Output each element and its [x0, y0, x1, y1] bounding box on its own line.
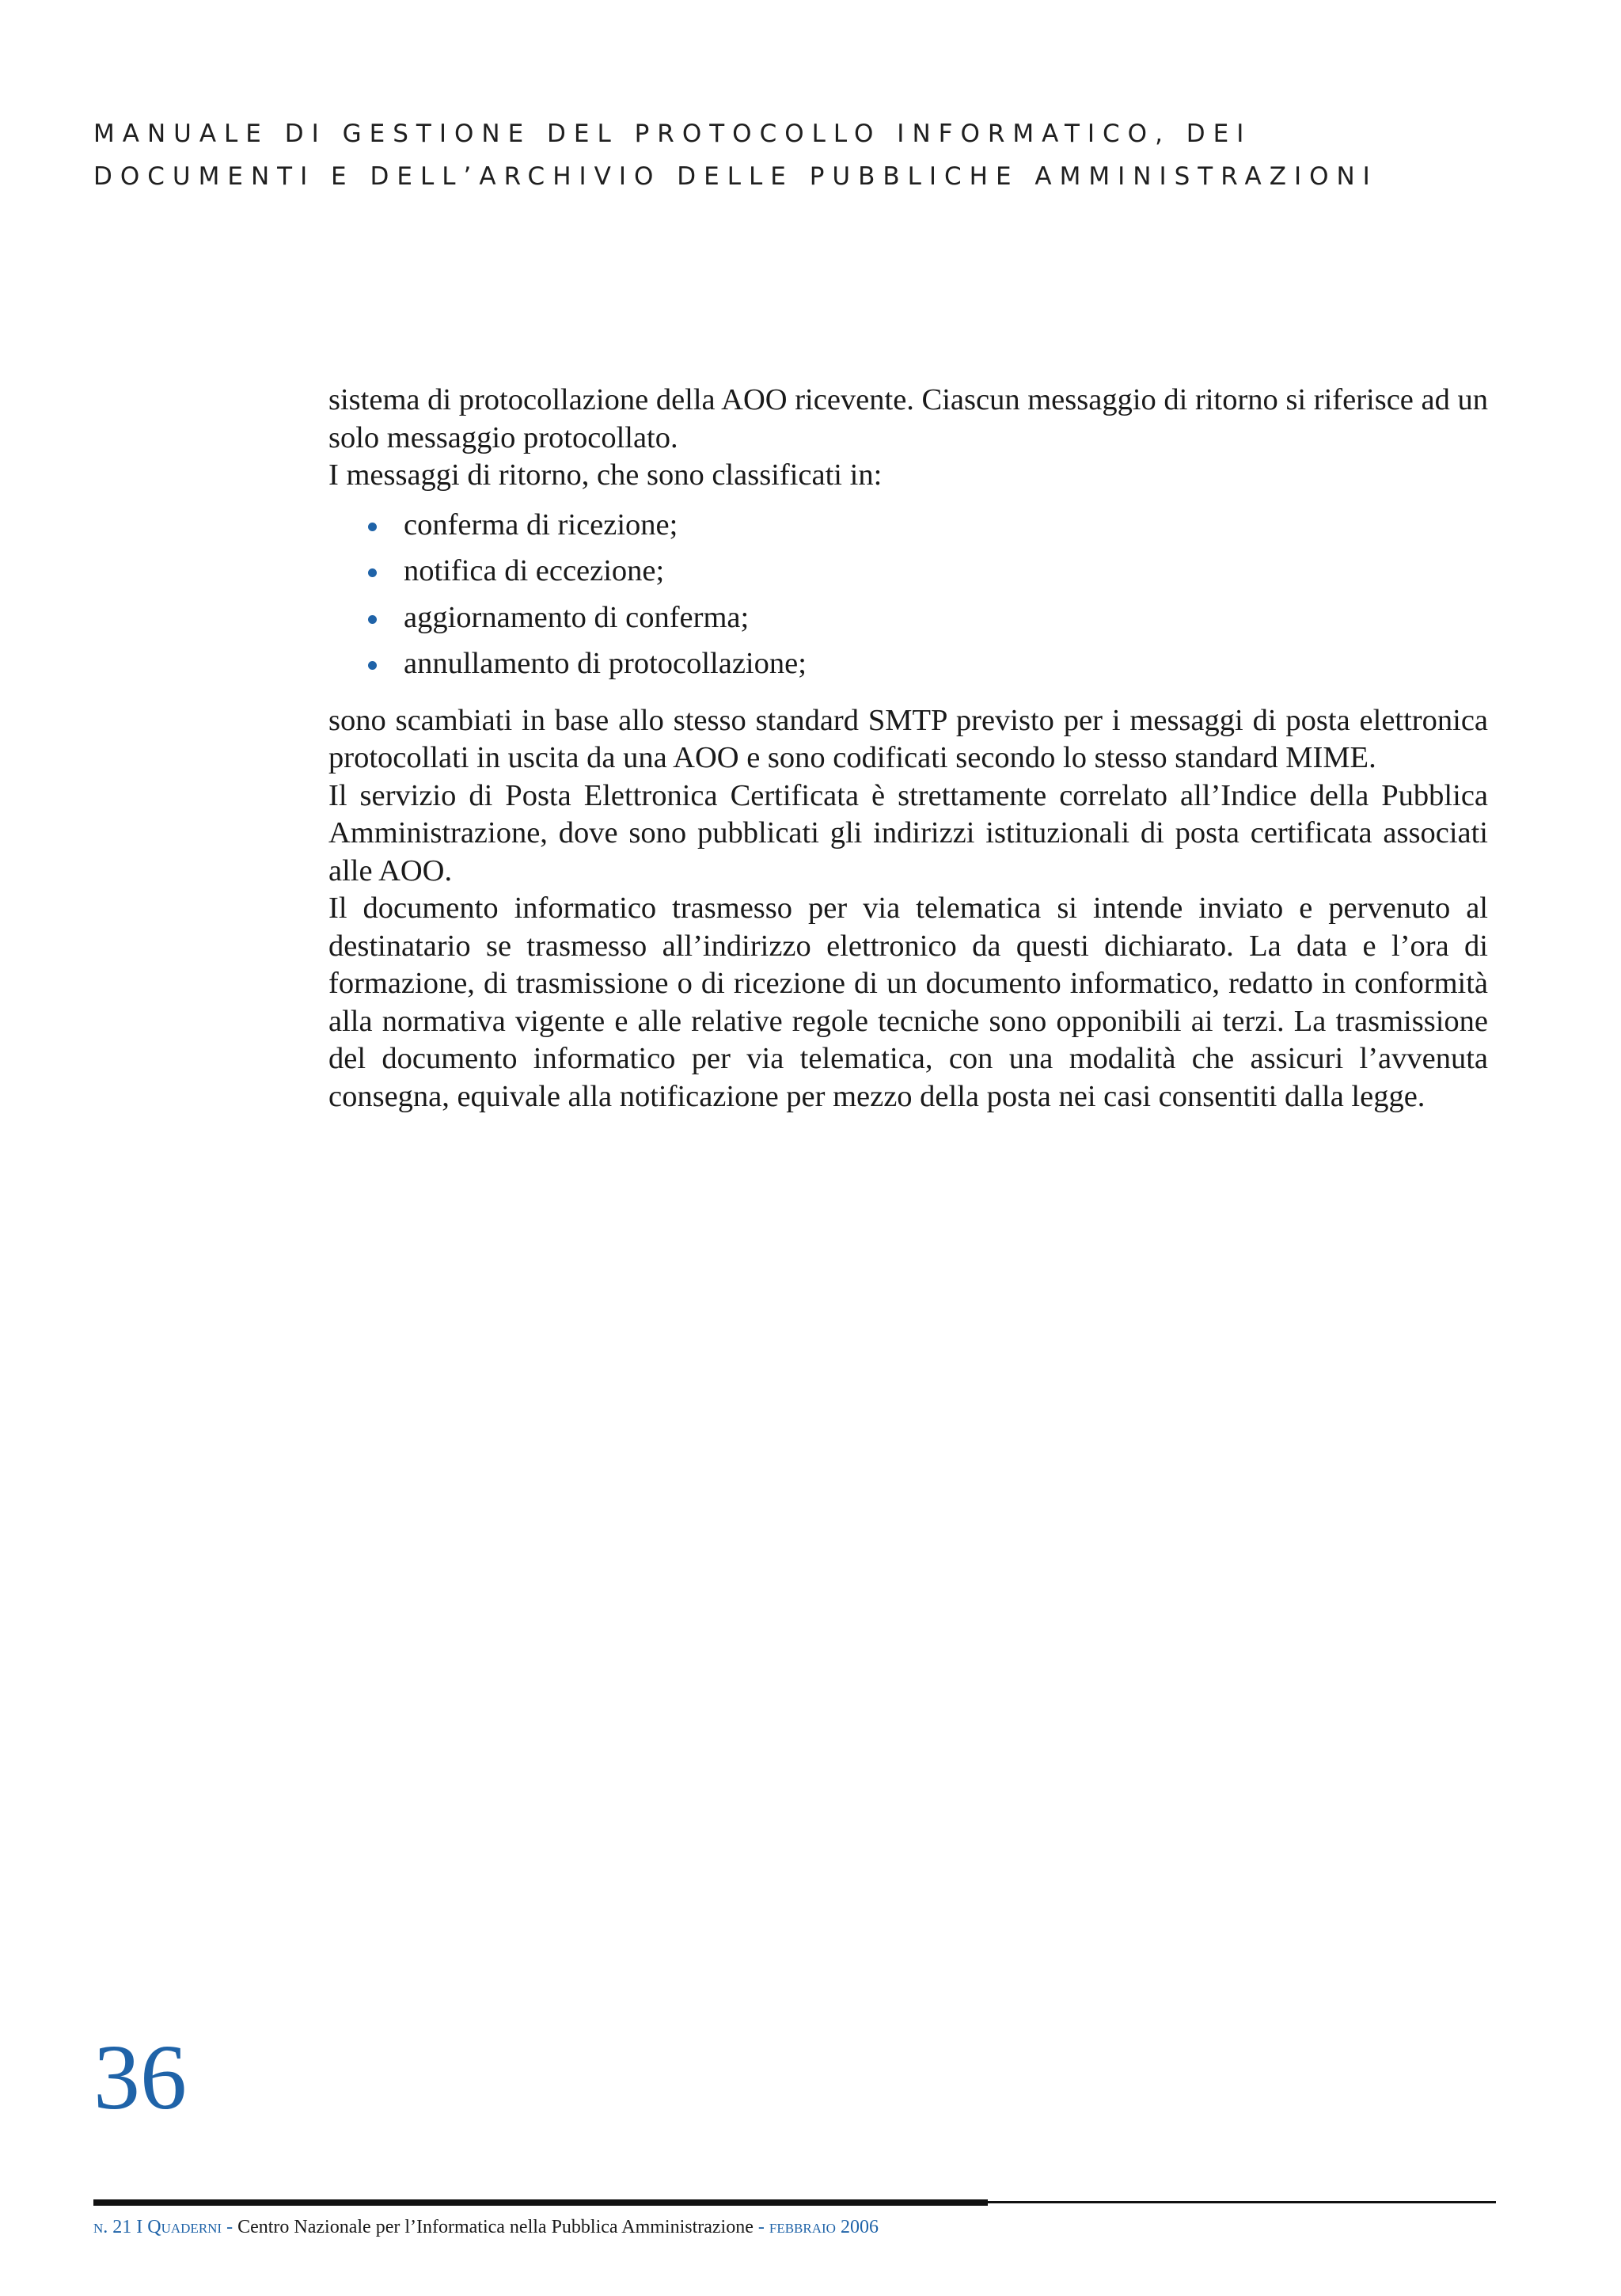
- list-item: [328, 548, 1488, 595]
- list-item-text: notifica di eccezione;: [404, 554, 665, 587]
- list-item-text: aggiornamento di conferma;: [404, 600, 750, 634]
- footer-separator: -: [753, 2217, 769, 2237]
- bullet-icon: [368, 661, 377, 670]
- footer-separator: -: [222, 2217, 238, 2237]
- bullet-icon: [368, 523, 377, 531]
- list-item: [328, 641, 1488, 687]
- footer-issue: n. 21 I Quaderni: [93, 2217, 222, 2237]
- bullet-list: [328, 502, 1488, 687]
- footer-rule-thin: [988, 2201, 1496, 2203]
- paragraph-5: Il documento informatico trasmesso per via telematica si intende inviato e pervenuto al destinatario se trasmesso all’indirizzo elettronico da questi dichiarato. La data e l’ora di formazione, di trasmissione o di ricezione di un documento informatico, redatto in conformità alla normativa vigente e alle relative regole tecniche sono opponibili ai terzi. La trasmissione del documento informatico per via telematica, con una modalità che assicuri l’avvenuta consegna, equivale alla notificazione per mezzo della posta nei casi consentiti dalla legge.: [328, 891, 1488, 1113]
- running-header: [93, 112, 1502, 198]
- footer-rule: [93, 2199, 988, 2206]
- header-line-2: DOCUMENTI E DELL’ARCHIVIO DELLE PUBBLICHE AMMINISTRAZIONI: [93, 162, 1378, 191]
- list-item-text: conferma di ricezione;: [404, 507, 678, 542]
- footer-publisher: Centro Nazionale per l’Informatica nella Pubblica Amministrazione: [237, 2217, 754, 2237]
- header-line-1: MANUALE DI GESTIONE DEL PROTOCOLLO INFORMATICO, DEI: [93, 120, 1252, 148]
- paragraph-4: Il servizio di Posta Elettronica Certificata è strettamente correlato all’Indice della Pubblica Amministrazione, dove sono pubblicati gli indirizzi istituzionali di posta certificata associati alle AOO.: [328, 778, 1488, 888]
- list-item: [328, 595, 1488, 641]
- footer-date: febbraio 2006: [769, 2217, 879, 2237]
- footer: [93, 2217, 879, 2238]
- paragraph-1: sistema di protocollazione della AOO ricevente. Ciascun messaggio di ritorno si riferisce ad un solo messaggio protocollato.: [328, 383, 1488, 454]
- body-text: [328, 382, 1488, 1116]
- list-item: [328, 502, 1488, 549]
- paragraph-2: I messaggi di ritorno, che sono classificati in:: [328, 458, 883, 492]
- bullet-icon: [368, 568, 377, 577]
- list-item-text: annullamento di protocollazione;: [404, 647, 807, 680]
- paragraph-3: sono scambiati in base allo stesso standard SMTP previsto per i messaggi di posta elettronica protocollati in uscita da una AOO e sono codificati secondo lo stesso standard MIME.: [328, 703, 1488, 774]
- bullet-icon: [368, 615, 377, 624]
- page-number: 36: [93, 2025, 187, 2129]
